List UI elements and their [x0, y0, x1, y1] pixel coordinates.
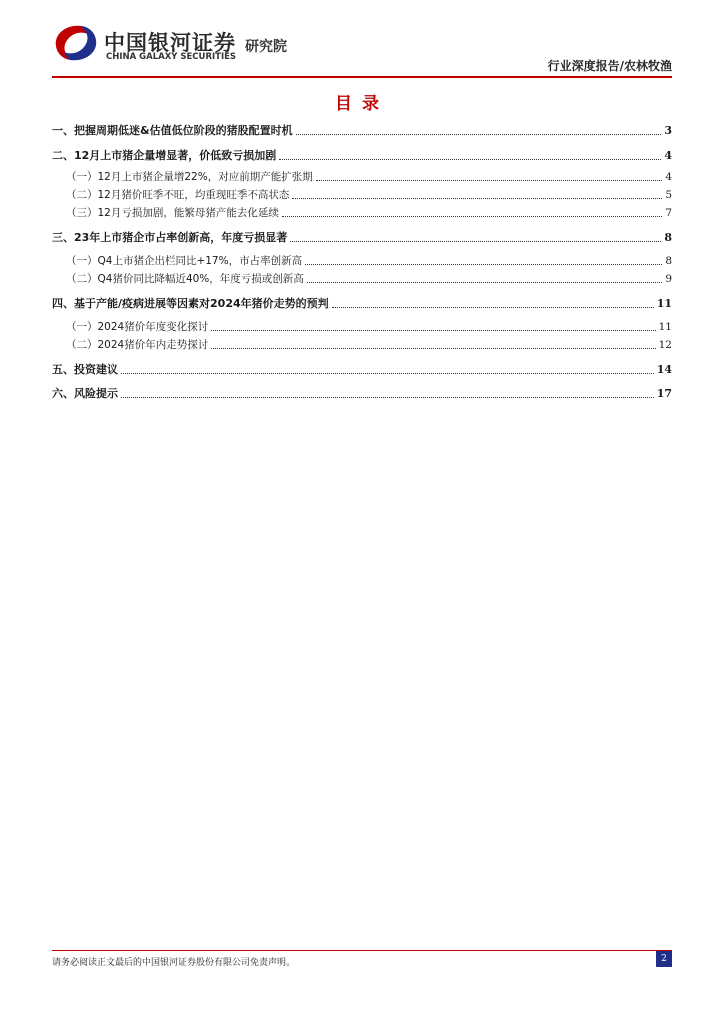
footer-disclaimer: 请务必阅读正文最后的中国银河证券股份有限公司免责声明。: [52, 958, 296, 968]
toc-entry-page: 9: [665, 273, 672, 285]
company-name-cn: 中国银河证券: [104, 31, 236, 55]
toc-dot-leader: [211, 347, 655, 349]
toc-dot-leader: [305, 263, 662, 265]
toc-entry-title: 一、把握周期低迷&估值低位阶段的猪股配置时机: [52, 124, 293, 137]
toc-entry-title: 二、12月上市猪企量增显著，价低致亏损加剧: [52, 149, 277, 162]
toc-dot-leader: [282, 215, 662, 217]
toc-entry-title: 四、基于产能/疫病进展等因素对2024年猪价走势的预判: [52, 297, 329, 310]
toc-entry-title: （二）Q4猪价同比降幅近40%，年度亏损或创新高: [66, 273, 304, 285]
toc-entry-page: 3: [664, 124, 672, 137]
toc-entry[interactable]: [52, 147, 672, 163]
toc-dot-leader: [292, 197, 662, 199]
toc-dot-leader: [307, 281, 663, 283]
page-header: [0, 0, 724, 80]
toc-entry-title: （二）2024猪价年内走势探讨: [66, 339, 209, 351]
toc-entry-page: 8: [664, 231, 672, 244]
department-label: 研究院: [245, 39, 287, 55]
page-number-badge: 2: [656, 951, 672, 967]
toc-entry-title: 三、23年上市猪企市占率创新高，年度亏损显著: [52, 231, 288, 244]
toc-entry-page: 8: [665, 255, 672, 267]
toc-entry[interactable]: [52, 187, 672, 202]
toc-dot-leader: [332, 306, 654, 308]
toc-entry[interactable]: [52, 271, 672, 286]
toc-dot-leader: [290, 240, 661, 242]
toc-title: 目录: [335, 94, 389, 114]
toc-entry[interactable]: [52, 361, 672, 377]
toc-entry[interactable]: [52, 205, 672, 220]
toc-entry-title: 六、风险提示: [52, 387, 118, 400]
toc-dot-leader: [121, 372, 654, 374]
toc-entry-page: 14: [656, 363, 672, 376]
report-type-label: 行业深度报告/农林牧渔: [547, 59, 672, 73]
toc-entry-title: （一）Q4上市猪企出栏同比+17%，市占率创新高: [66, 255, 303, 267]
toc-entry[interactable]: [52, 253, 672, 268]
toc-dot-leader: [121, 396, 654, 398]
toc-entry[interactable]: [52, 337, 672, 352]
toc-entry-page: 11: [658, 321, 672, 333]
toc-dot-leader: [316, 179, 663, 181]
toc-entry[interactable]: [52, 319, 672, 334]
footer-divider: [52, 950, 672, 951]
toc-entry[interactable]: [52, 295, 672, 311]
toc-entry[interactable]: [52, 229, 672, 245]
toc-dot-leader: [296, 133, 662, 135]
toc-entry-title: （一）12月上市猪企量增22%，对应前期产能扩张期: [66, 171, 313, 183]
china-galaxy-logo-icon: [52, 22, 100, 64]
toc-entry-title: （二）12月猪价旺季不旺，均重现旺季不高状态: [66, 189, 290, 201]
toc-entry-page: 4: [664, 149, 672, 162]
company-name-en: CHINA GALAXY SECURITIES: [106, 52, 237, 62]
toc-dot-leader: [279, 158, 661, 160]
toc-entry[interactable]: [52, 169, 672, 184]
toc-entry-title: 五、投资建议: [52, 363, 118, 376]
toc-entry[interactable]: [52, 122, 672, 138]
toc-entry-page: 4: [665, 171, 672, 183]
toc-entry-page: 11: [656, 297, 672, 310]
toc-dot-leader: [211, 329, 655, 331]
toc-entry[interactable]: [52, 385, 672, 401]
toc-entry-page: 12: [658, 339, 672, 351]
header-divider: [52, 76, 672, 78]
toc-entry-page: 5: [665, 189, 672, 201]
toc-entry-title: （三）12月亏损加剧，能繁母猪产能去化延续: [66, 207, 279, 219]
toc-entry-page: 7: [665, 207, 672, 219]
toc-entry-title: （一）2024猪价年度变化探讨: [66, 321, 209, 333]
toc-entry-page: 17: [656, 387, 672, 400]
